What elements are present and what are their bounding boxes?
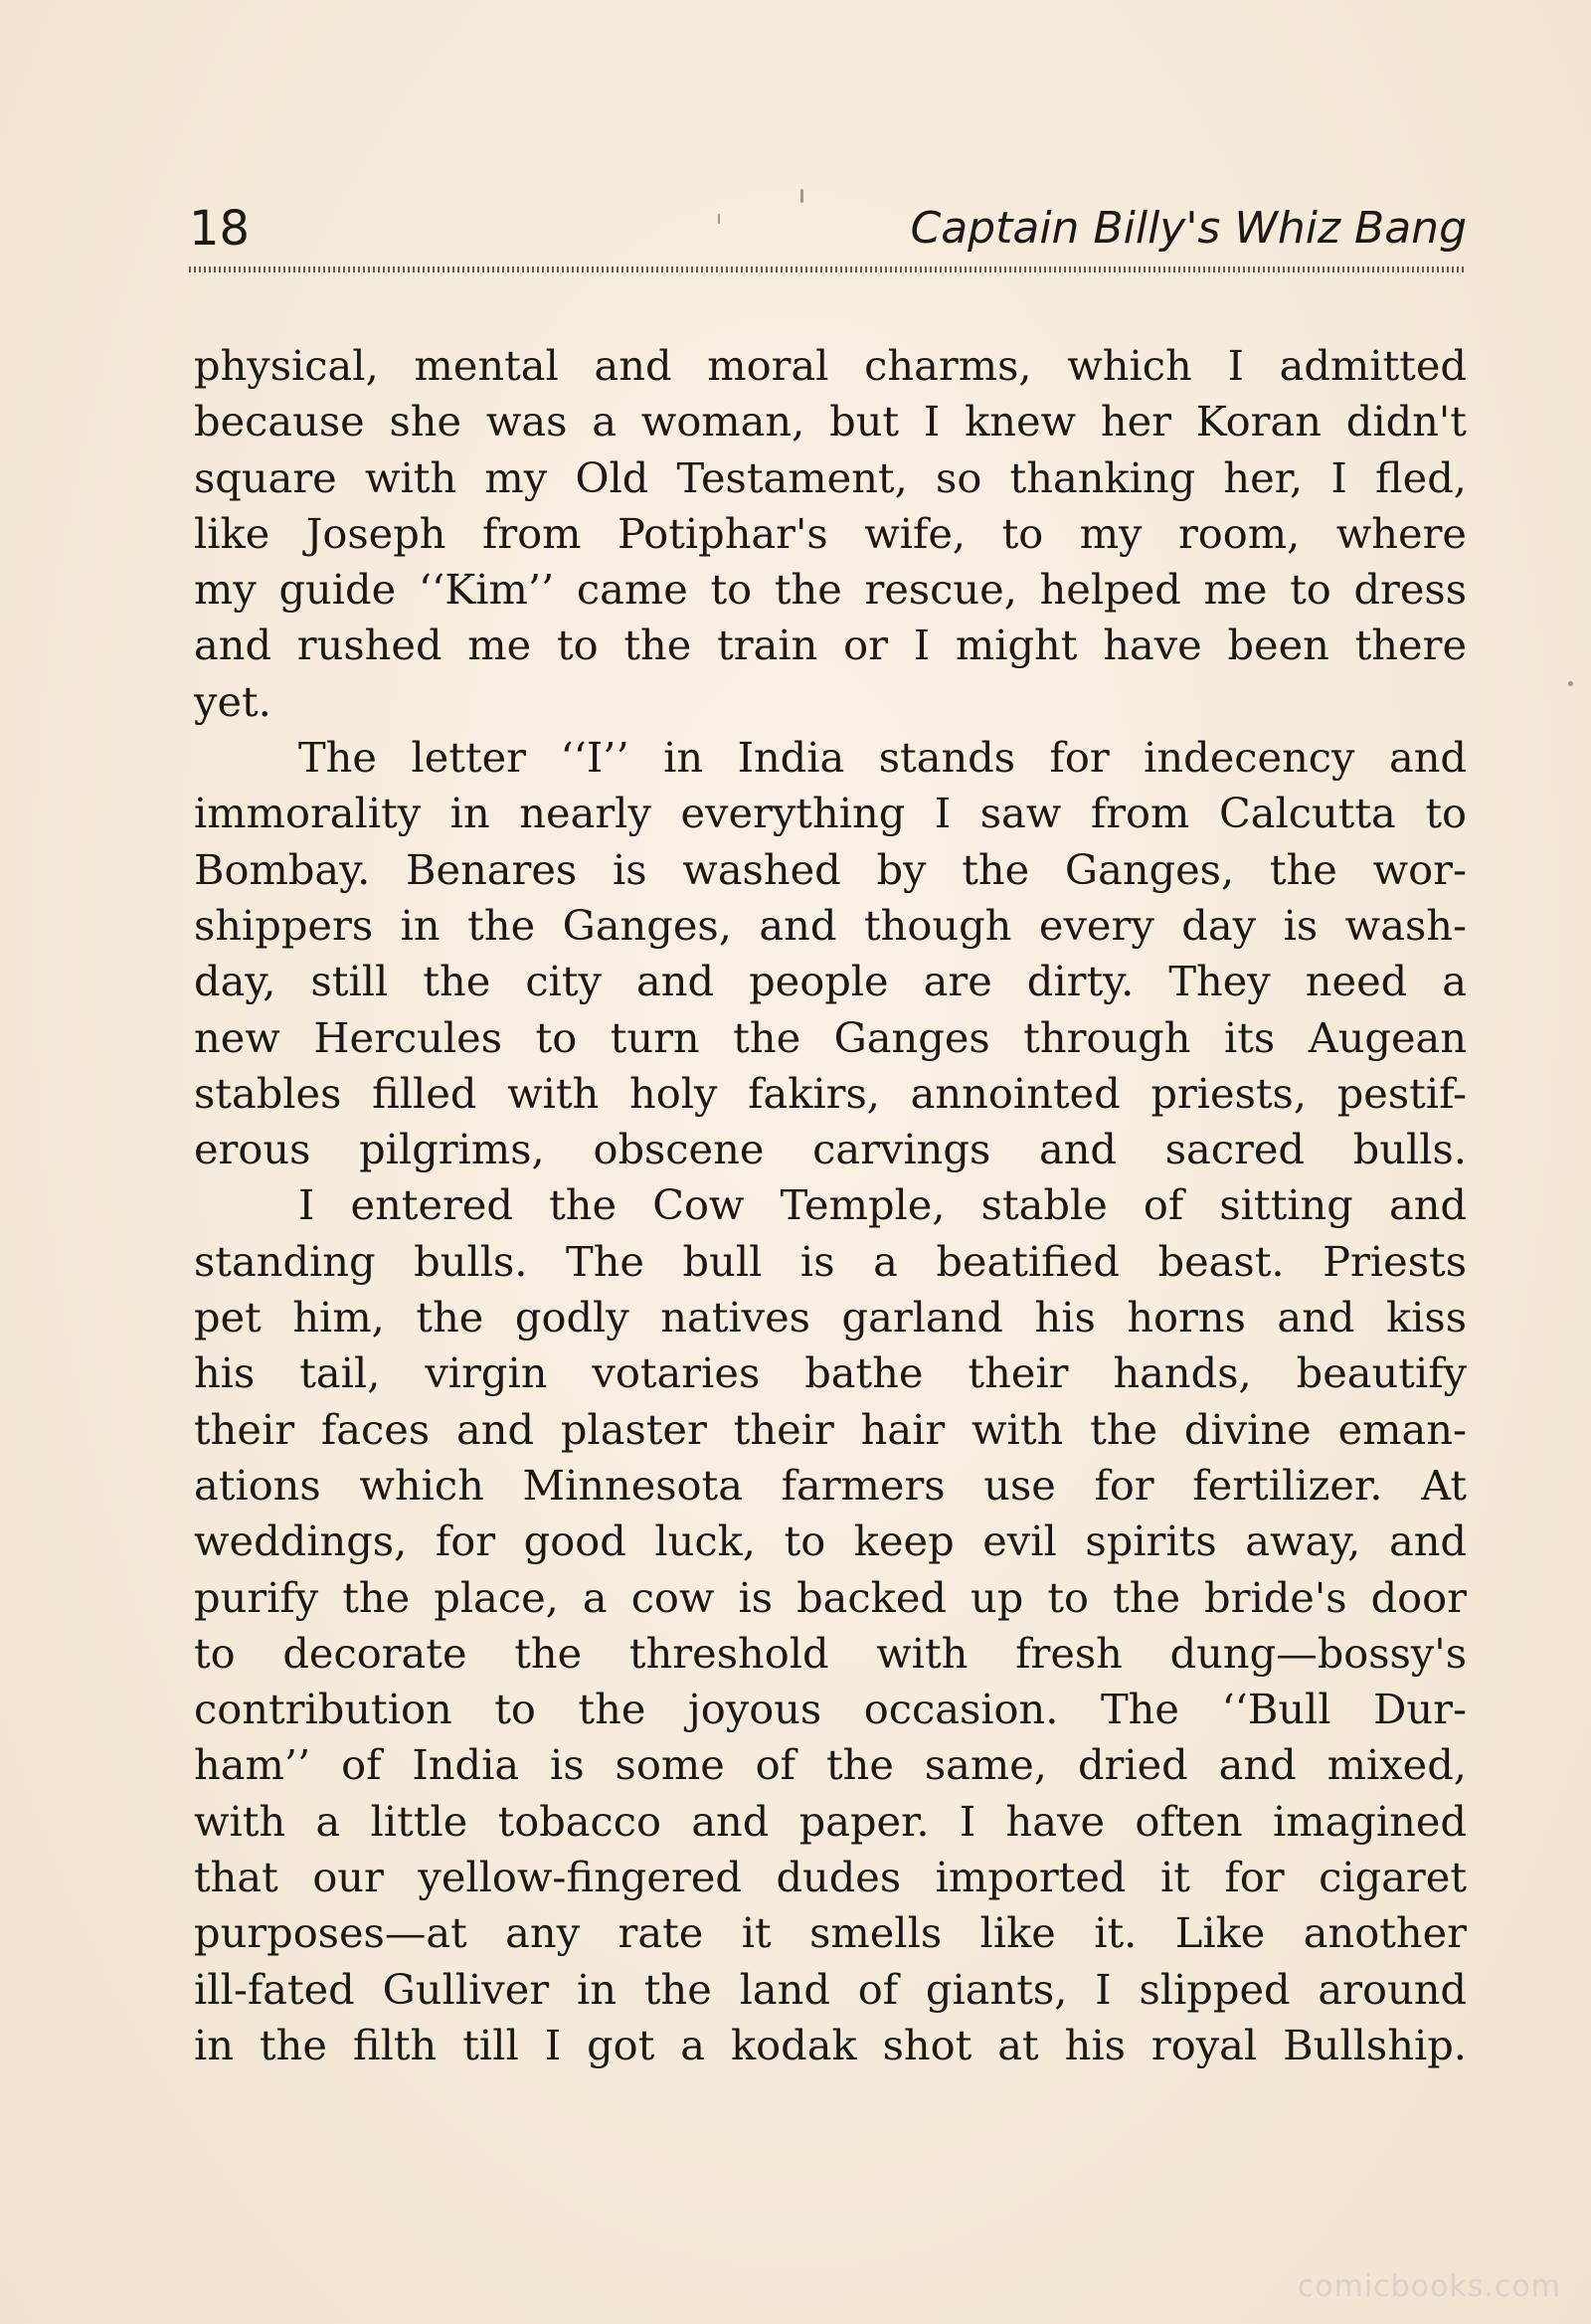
text-line: contribution to the joyous occasion. The ‘‘Bull Dur- xyxy=(194,1685,1467,1734)
text-line: ham’’ of India is some of the same, dried and mixed, xyxy=(194,1740,1467,1790)
text-line: stables filled with holy fakirs, annointed priests, pestif- xyxy=(194,1068,1467,1118)
text-line: new Hercules to turn the Ganges through its Augean xyxy=(194,1012,1467,1062)
page-number: 18 xyxy=(189,201,251,257)
text-line: my guide ‘‘Kim’’ came to the rescue, helped me to dress xyxy=(194,565,1467,615)
print-speck xyxy=(800,189,803,203)
text-line: weddings, for good luck, to keep evil spirits away, and xyxy=(194,1517,1467,1566)
text-line: ations which Minnesota farmers use for fertilizer. At xyxy=(194,1460,1467,1510)
text-line: his tail, virgin votaries bathe their hands, beautify xyxy=(194,1348,1467,1398)
text-line: shippers in the Ganges, and though every day is wash- xyxy=(194,900,1467,950)
print-speck xyxy=(718,214,720,224)
text-line: like Joseph from Potiphar's wife, to my room, where xyxy=(194,508,1467,558)
running-title: Captain Billy's Whiz Bang xyxy=(910,203,1467,254)
text-line: yet. xyxy=(194,676,271,726)
header-rule xyxy=(189,267,1467,272)
text-line: that our yellow-fingered dudes imported it for cigaret xyxy=(194,1853,1467,1902)
text-line: purify the place, a cow is backed up to the bride's door xyxy=(194,1572,1467,1622)
running-head xyxy=(189,194,1467,264)
text-line: day, still the city and people are dirty. They need a xyxy=(194,957,1467,1006)
text-line: I entered the Cow Temple, stable of sitting and xyxy=(298,1180,1467,1230)
text-line: physical, mental and moral charms, which I admitted xyxy=(194,341,1467,390)
text-line: and rushed me to the train or I might have been there xyxy=(194,621,1467,670)
text-line: square with my Old Testament, so thanking her, I fled, xyxy=(194,452,1467,502)
text-line: ill-fated Gulliver in the land of giants, I slipped around xyxy=(194,1964,1467,2014)
text-line: in the filth till I got a kodak shot at his royal Bullship. xyxy=(194,2020,1467,2069)
text-line: their faces and plaster their hair with the divine eman- xyxy=(194,1404,1467,1454)
text-line: with a little tobacco and paper. I have often imagined xyxy=(194,1796,1467,1846)
text-line: because she was a woman, but I knew her Koran didn't xyxy=(194,397,1467,447)
text-line: pet him, the godly natives garland his horns and kiss xyxy=(194,1293,1467,1342)
text-line: immorality in nearly everything I saw from Calcutta to xyxy=(194,789,1467,838)
watermark: comicbooks.com xyxy=(1297,2269,1561,2304)
body-text xyxy=(194,338,1467,2073)
text-line: standing bulls. The bull is a beatified beast. Priests xyxy=(194,1236,1467,1286)
text-line: to decorate the threshold with fresh dung—bossy's xyxy=(194,1628,1467,1678)
print-speck xyxy=(1568,681,1573,686)
text-line: The letter ‘‘I’’ in India stands for indecency and xyxy=(298,733,1467,783)
text-line: erous pilgrims, obscene carvings and sacred bulls. xyxy=(194,1125,1467,1174)
text-line: purposes—at any rate it smells like it. Like another xyxy=(194,1908,1467,1958)
text-line: Bombay. Benares is washed by the Ganges, the wor- xyxy=(194,844,1467,894)
